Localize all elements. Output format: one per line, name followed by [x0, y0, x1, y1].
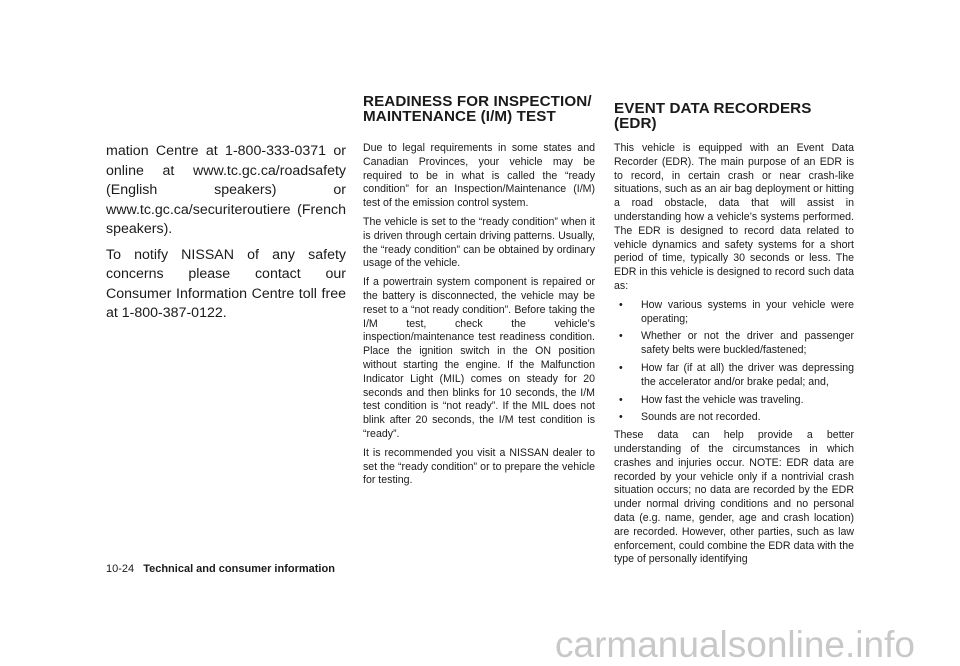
- paragraph: If a powertrain system component is repaired or the battery is disconnected, the vehicle may be reset to a “not ready condition”. Before taking the I/M test, check the vehicle’s inspection/maintenance test readiness condition. Place the ignition switch in the ON position without starting the engine. If the Malfunction Indicator Light (MIL) comes on steady for 20 seconds and then blinks for 10 seconds, the I/M test condition is “not ready”. If the MIL does not blink after 20 seconds, the I/M test condition is “ready”.: [363, 276, 595, 440]
- bullet-icon: •: [619, 393, 623, 406]
- paragraph: This vehicle is equipped with an Event Data Recorder (EDR). The main purpose of an EDR is to record, in certain crash or near crash-like situations, such as an air bag deployment or hitting a road obstacle, data that will assist in understanding how a vehicle’s systems performed. The EDR is designed to record data related to vehicle dynamics and safety systems for a short period of time, typically 30 seconds or less. The EDR in this vehicle is designed to record such data as:: [614, 142, 854, 292]
- bullet-icon: •: [619, 298, 623, 311]
- list-item: • How various systems in your vehicle were operating;: [619, 298, 854, 325]
- list-item: • How far (if at all) the driver was depressing the accelerator and/or brake pedal; and,: [619, 361, 854, 388]
- section-title: Technical and consumer information: [143, 563, 335, 575]
- page-number: 10-24: [106, 563, 135, 575]
- column-2: [363, 94, 595, 493]
- list-item: • Sounds are not recorded.: [619, 411, 761, 424]
- watermark: carmanualsonline.info: [555, 624, 915, 665]
- section-heading-edr: EVENT DATA RECORDERS (EDR): [614, 100, 812, 132]
- list-item: • Whether or not the driver and passenger safety belts were buckled/fastened;: [619, 330, 854, 357]
- bullet-icon: •: [619, 330, 623, 343]
- page-footer: [106, 563, 335, 575]
- paragraph: It is recommended you visit a NISSAN dealer to set the “ready condition” or to prepare the vehicle for testing.: [363, 446, 595, 487]
- paragraph: mation Centre at 1-800-333-0371 or online at www.tc.gc.ca/roadsafety (English speakers) or www.tc.gc.ca/securiteroutiere (French speakers).: [106, 143, 346, 237]
- paragraph: The vehicle is set to the “ready condition” when it is driven through certain driving patterns. Usually, the “ready condition” can be obtained by ordinary usage of the vehicle.: [363, 215, 595, 270]
- bullet-icon: •: [619, 411, 623, 424]
- column-3: [614, 94, 854, 572]
- bullet-list: [614, 299, 854, 425]
- paragraph: Due to legal requirements in some states and Canadian Provinces, your vehicle may be required to be in what is called the “ready condition” for an Inspection/Maintenance (I/M) test of the emission control system.: [363, 142, 595, 210]
- column-1: [106, 142, 346, 330]
- paragraph: To notify NISSAN of any safety concerns please contact our Consumer Information Centre toll free at 1-800-387-0122.: [106, 246, 346, 321]
- section-heading-im-test: READINESS FOR INSPECTION/ MAINTENANCE (I/M) TEST: [363, 93, 592, 125]
- bullet-icon: •: [619, 361, 623, 374]
- paragraph: These data can help provide a better understanding of the circumstances in which crashes and injuries occur. NOTE: EDR data are recorded by your vehicle only if a nontrivial crash situation occurs; no data are recorded by the EDR under normal driving conditions and no personal data (e.g. name, gender, age and crash location) are recorded. However, other parties, such as law enforcement, could combine the EDR data with the type of personally identifying: [614, 429, 854, 566]
- list-item: • How fast the vehicle was traveling.: [619, 393, 804, 406]
